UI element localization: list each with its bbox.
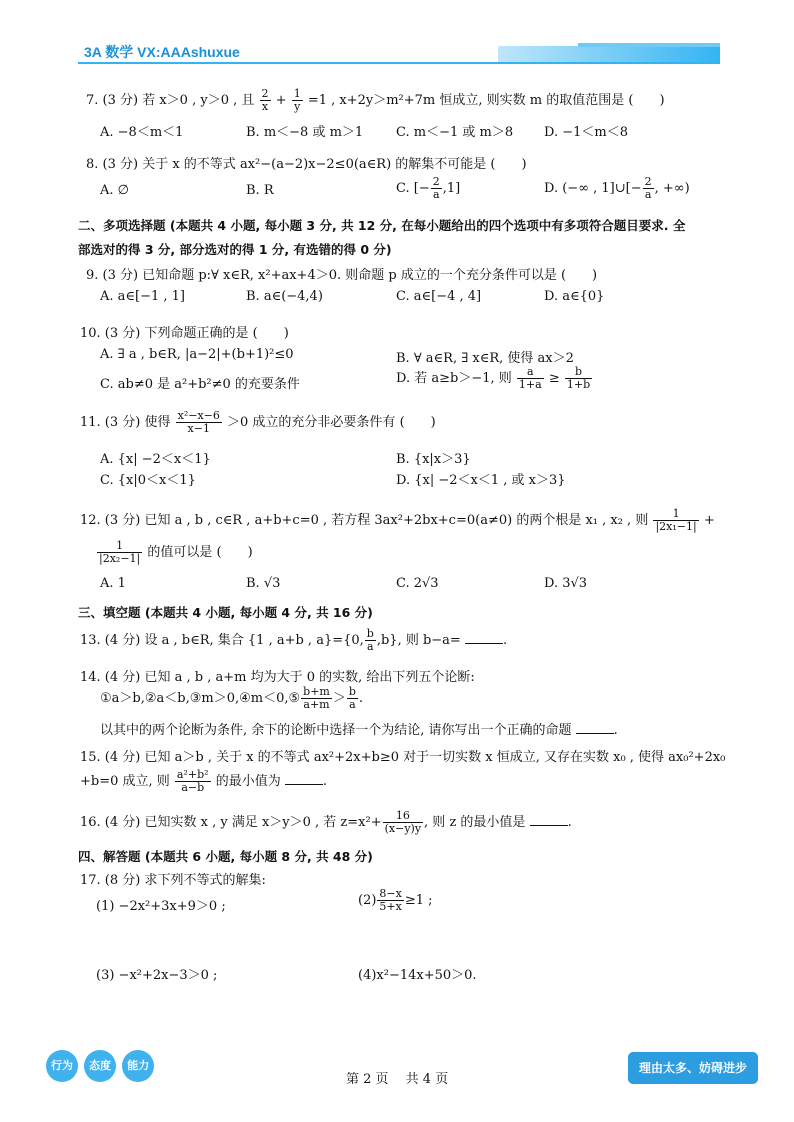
q7-frac-2 [292,88,303,113]
q12-stem [80,508,715,533]
q17-p2-num: 8−x [379,887,402,900]
q10-stem: 10. (3 分) 下列命题正确的是 ( ) [80,326,289,341]
q14-num2: b [348,685,356,698]
q16-den: (x−y)y [384,822,422,835]
q13-text-b: ,b}, 则 b−a= [376,633,461,648]
q17-p2-den: 5+x [379,900,402,913]
q7-f2-num: 1 [293,87,301,100]
q17-stem: 17. (8 分) 求下列不等式的解集: [80,873,266,888]
section2-title-line1: 二、多项选择题 (本题共 4 小题, 每小题 3 分, 共 12 分, 在每小题给出的四个选项中有多项符合题目要求. 全 [78,218,686,233]
q7-f1-num: 2 [261,87,269,100]
footer-badges [46,1050,156,1082]
q10-d-frac2 [565,366,592,391]
q8-d-b: , +∞) [654,181,690,196]
q9-stem: 9. (3 分) 已知命题 p:∀ x∈R, x²+ax+4＞0. 则命题 p 成立的一个充分条件可以是 ( ) [86,268,598,283]
q8-c-den: a [431,188,442,201]
q8-d-a: D. (−∞ , 1]∪[− [544,181,642,196]
q9-option-c: C. a∈[−4 , 4] [396,289,482,304]
q11-stem [80,410,436,435]
q16-stem [80,810,572,835]
q7-frac-1 [260,88,271,113]
q7-f2-den: y [292,100,303,113]
q13-frac [365,628,376,653]
q14-line3-text: 以其中的两个论断为条件, 余下的论断中选择一个为结论, 请你写出一个正确的命题 [100,723,572,738]
q11-text-a: 11. (3 分) 使得 [80,415,171,430]
q12-stem-2 [96,540,253,565]
q13-stem [80,628,507,653]
q12-frac-1 [653,508,698,533]
q15-den: a−b [175,781,211,794]
q12-frac-2 [97,540,142,565]
q15-line2 [80,769,327,794]
q11-option-a: A. {x| −2＜x＜1} [100,452,211,467]
q8-stem: 8. (3 分) 关于 x 的不等式 ax²−(a−2)x−2≤0(a∈R) 的解集不可能是 ( ) [86,157,527,172]
q14-frac-2 [347,686,358,711]
q10-d-a: D. 若 a≥b＞−1, 则 [396,371,512,386]
q7-option-d: D. −1＜m＜8 [544,125,628,140]
q10-option-b: B. ∀ a∈R, ∃ x∈R, 使得 ax＞2 [396,351,574,366]
q12-f1-den: |2x₁−1| [655,520,697,533]
q14-items-a: ①a＞b,②a＜b,③m＞0,④m＜0,⑤ [100,691,301,706]
q14-items-c: . [358,691,364,706]
q16-answer-blank[interactable] [530,813,568,826]
section2-title-line2: 部选对的得 3 分, 部分选对的得 1 分, 有选错的得 0 分) [78,242,392,257]
q15-num: a²+b² [176,768,209,781]
q10-d-frac1 [517,366,544,391]
q12-option-c: C. 2√3 [396,576,439,591]
q14-num: b+m [303,685,330,698]
q12-f2-num: 1 [116,539,124,552]
q7-option-c: C. m＜−1 或 m＞8 [396,125,514,140]
q8-c-a: C. [− [396,181,430,196]
q15-line2-b: 的最小值为 [215,774,281,789]
q11-frac [176,410,222,435]
q12-f1-num: 1 [672,507,680,520]
q14-line3 [100,719,618,738]
q17-p2-frac [377,888,403,913]
q10-d-n2: b [574,365,583,378]
q11-option-c: C. {x|0＜x＜1} [100,473,196,488]
q12-text-b: 的值可以是 ( ) [147,545,253,560]
q15-frac [175,769,211,794]
q8-c-b: ,1] [442,181,461,196]
q7-text-a: 7. (3 分) 若 x＞0 , y＞0 , 且 [86,93,255,108]
q10-option-a: A. ∃ a , b∈R, |a−2|+(b+1)²≤0 [100,347,294,362]
q17-p2-a: (2) [358,893,377,908]
q8-option-c [396,176,460,201]
q8-d-den: a [643,188,654,201]
q9-option-a: A. a∈[−1 , 1] [100,289,186,304]
q14-end: . [613,723,618,738]
q7-f1-den: x [260,100,271,113]
q8-option-d [544,176,690,201]
q8-d-num: 2 [644,175,652,188]
q11-den: x−1 [176,422,222,435]
q7-stem [86,88,665,113]
q9-option-b: B. a∈(−4,4) [246,289,323,304]
q13-answer-blank[interactable] [465,631,503,644]
q13-text-a: 13. (4 分) 设 a , b∈R, 集合 {1 , a+b , a}={0, [80,633,364,648]
q7-plus: + [275,93,287,108]
q11-num: x²−x−6 [177,409,220,422]
q15-stem: 15. (4 分) 已知 a＞b , 关于 x 的不等式 ax²+2x+b≥0 对于一切实数 x 恒成立, 又存在实数 x₀ , 使得 ax₀²+2x₀ [80,750,726,765]
q14-stem: 14. (4 分) 已知 a , b , a+m 均为大于 0 的实数, 给出下列五个论断: [80,670,475,685]
q7-option-a: A. −8＜m＜1 [100,125,184,140]
q7-text-c: =1 , x+2y＞m²+7m 恒成立, 则实数 m 的取值范围是 ( ) [307,93,665,108]
q16-frac [383,810,423,835]
q8-option-a: A. ∅ [100,183,129,198]
q12-f2-den: |2x₂−1| [99,552,141,565]
q12-text: 12. (3 分) 已知 a , b , c∈R , a+b+c=0 , 若方程 3ax²+2bx+c=0(a≠0) 的两个根是 x₁ , x₂ , 则 [80,513,649,528]
q12-option-d: D. 3√3 [544,576,588,591]
q10-d-d2: 1+b [566,378,591,391]
q16-text-b: , 则 z 的最小值是 [424,815,526,830]
q17-part-2 [358,888,433,913]
q16-end: . [567,815,572,830]
page-header [78,40,718,66]
q11-text-b: ＞0 成立的充分非必要条件有 ( ) [227,415,436,430]
header-underline [78,62,720,64]
q12-plus: + [703,513,715,528]
q8-c-num: 2 [432,175,440,188]
q10-option-c: C. ab≠0 是 a²+b²≠0 的充要条件 [100,377,300,392]
q17-p2-b: ≥1 ; [404,893,433,908]
q8-d-frac [643,176,654,201]
q14-answer-blank[interactable] [576,721,614,734]
q7-option-b: B. m＜−8 或 m＞1 [246,125,364,140]
badge-ability: 能力 [122,1050,154,1082]
q9-option-d: D. a∈{0} [544,289,605,304]
q11-option-b: B. {x|x＞3} [396,452,471,467]
q15-end: . [322,774,327,789]
q10-d-d1: 1+a [518,378,542,391]
q12-option-a: A. 1 [100,576,126,591]
section3-title: 三、填空题 (本题共 4 小题, 每小题 4 分, 共 16 分) [78,605,373,620]
q15-answer-blank[interactable] [285,772,323,785]
q10-d-n1: a [527,365,534,378]
page-number: 第 2 页 共 4 页 [346,1072,449,1087]
q8-c-frac [431,176,442,201]
q14-den: a+m [301,698,332,711]
section4-title: 四、解答题 (本题共 6 小题, 每小题 8 分, 共 48 分) [78,849,373,864]
q12-option-b: B. √3 [246,576,281,591]
q17-part-4: (4)x²−14x+50＞0. [358,968,477,983]
q8-option-b: B. R [246,183,274,198]
q13-den: a [365,640,376,653]
q13-num: b [366,627,374,640]
q13-end: . [502,633,508,648]
q14-items [100,686,363,711]
badge-attitude: 态度 [84,1050,116,1082]
badge-behavior: 行为 [46,1050,78,1082]
q14-items-b: ＞ [332,691,346,706]
q16-text-a: 16. (4 分) 已知实数 x , y 满足 x＞y＞0 , 若 z=x²+ [80,815,382,830]
q16-num: 16 [395,809,410,822]
q11-option-d: D. {x| −2＜x＜1 , 或 x＞3} [396,473,566,488]
q14-den2: a [347,698,358,711]
q14-frac-1 [301,686,332,711]
header-decor-stripe [578,43,720,47]
brand-title: 3A 数学 VX:AAAshuxue [84,44,240,60]
q17-part-1: (1) −2x²+3x+9＞0 ; [96,899,226,914]
q15-line2-a: +b=0 成立, 则 [80,774,170,789]
q10-d-mid: ≥ [548,371,560,386]
q10-option-d [396,366,593,391]
footer-slogan: 理由太多、妨碍进步 [628,1052,758,1084]
q17-part-3: (3) −x²+2x−3＞0 ; [96,968,218,983]
